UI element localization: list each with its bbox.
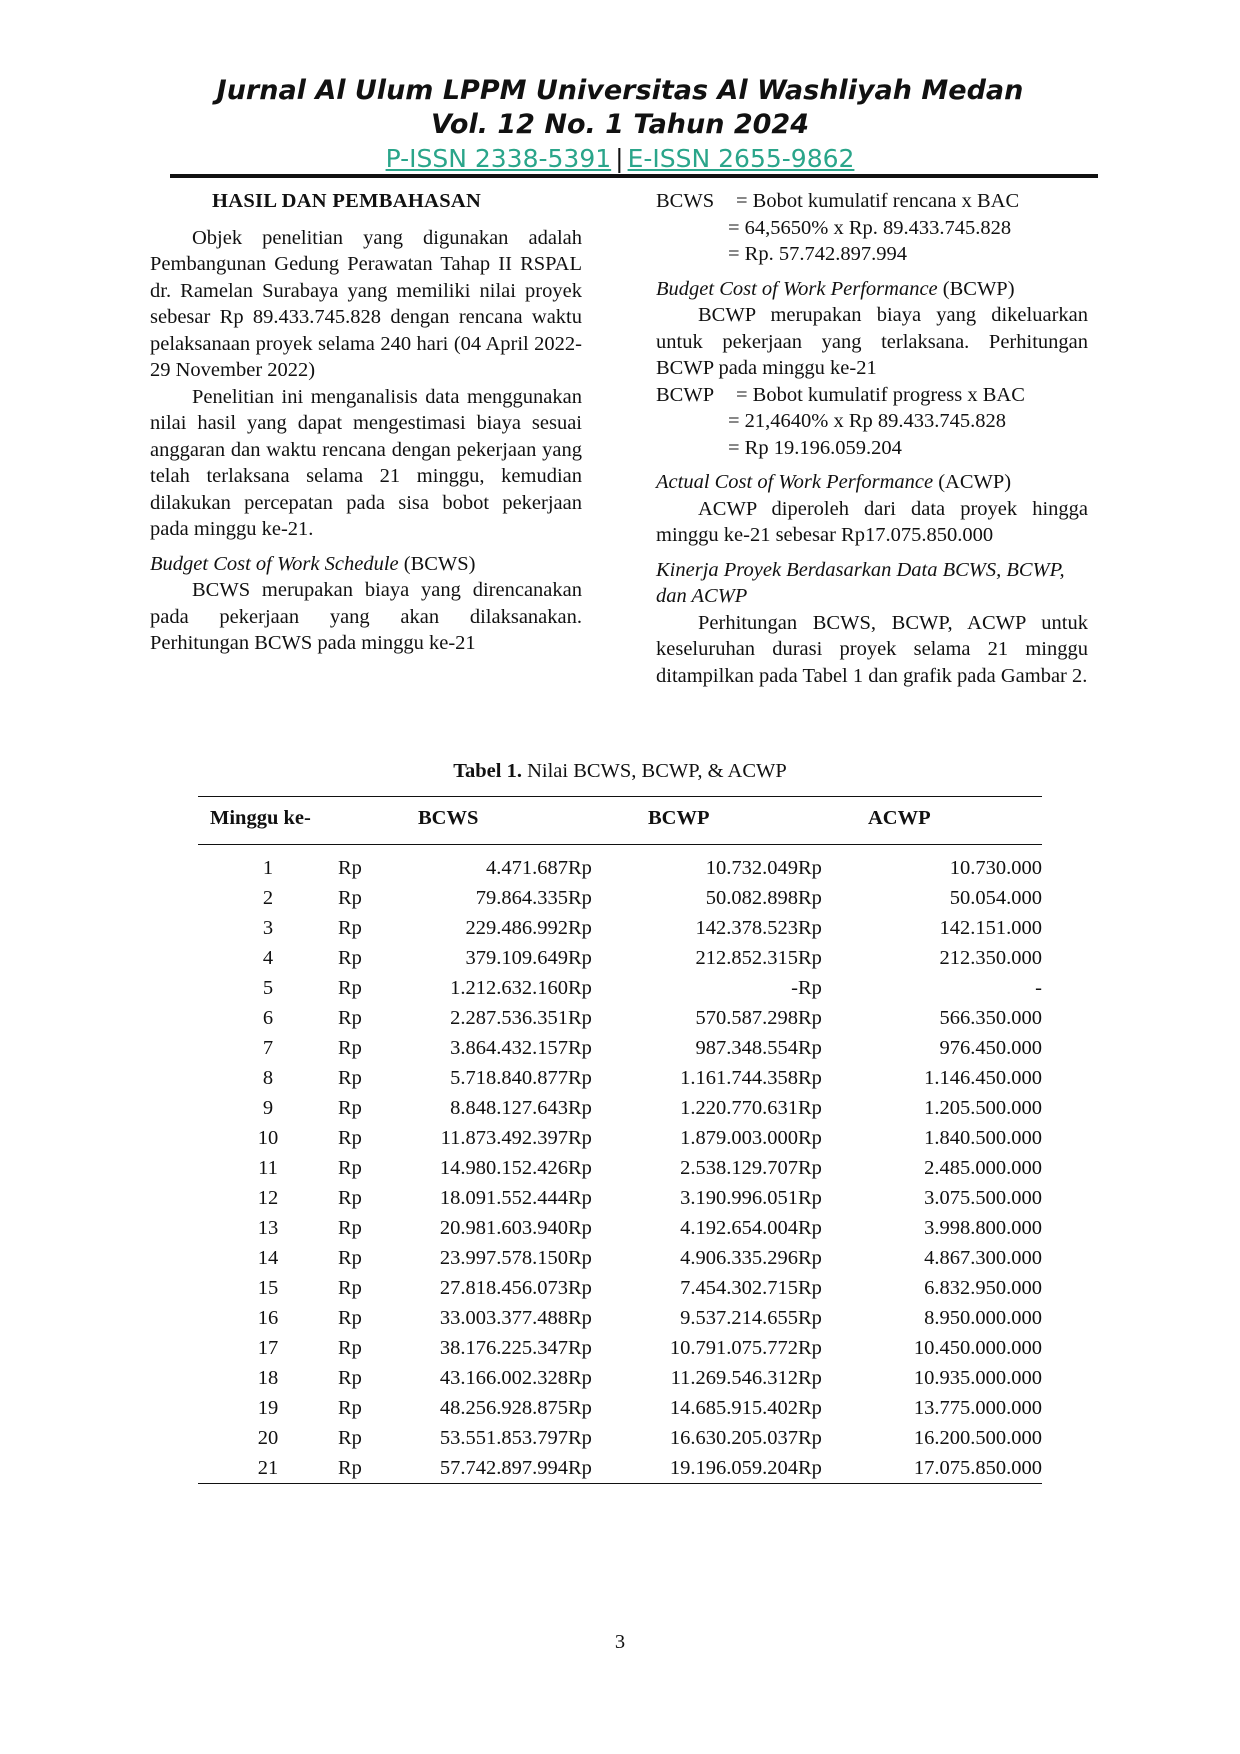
week-cell: 19 <box>257 1397 279 1419</box>
table-row <box>198 1003 1042 1033</box>
currency-cell: Rp <box>568 977 592 999</box>
week-cell: 1 <box>262 857 274 879</box>
acwp-cell: 1.840.500.000 <box>924 1127 1042 1149</box>
bcws-cell: 1.212.632.160 <box>450 977 568 999</box>
table-row <box>198 1393 1042 1423</box>
currency-cell: Rp <box>798 917 822 939</box>
subheading-acwp: Actual Cost of Work Performance (ACWP) <box>656 471 1012 493</box>
bcws-cell: 4.471.687 <box>486 857 568 879</box>
acwp-cell: 10.935.000.000 <box>913 1367 1042 1389</box>
bcwp-cell: 7.454.302.715 <box>680 1277 798 1299</box>
currency-cell: Rp <box>568 1007 592 1029</box>
currency-cell: Rp <box>798 887 822 909</box>
bcws-cell: 48.256.928.875 <box>439 1397 568 1419</box>
week-cell: 10 <box>257 1127 279 1149</box>
currency-cell: Rp <box>798 1367 822 1389</box>
bcws-cell: 18.091.552.444 <box>439 1187 568 1209</box>
bcwp-equation-line3: = Rp 19.196.059.204 <box>728 436 902 459</box>
bcws-cell: 20.981.603.940 <box>439 1217 568 1239</box>
acwp-cell: 10.450.000.000 <box>913 1337 1042 1359</box>
week-cell: 4 <box>262 947 274 969</box>
bcwp-equation-line2: = 21,4640% x Rp 89.433.745.828 <box>728 410 1007 432</box>
bcws-cell: 5.718.840.877 <box>450 1067 568 1089</box>
currency-cell: Rp <box>798 1157 822 1179</box>
table-row <box>198 1093 1042 1123</box>
subheading-bcwp: Budget Cost of Work Performance (BCWP) <box>656 277 1015 300</box>
currency-cell: Rp <box>798 1067 822 1089</box>
eissn-link[interactable]: E-ISSN 2655-9862 <box>627 144 855 173</box>
journal-title: Jurnal Al Ulum LPPM Universitas Al Washliyah Medan <box>216 75 1024 106</box>
week-cell: 21 <box>257 1457 279 1479</box>
currency-cell: Rp <box>568 1307 592 1329</box>
currency-cell: Rp <box>338 1067 362 1089</box>
currency-cell: Rp <box>338 977 362 999</box>
currency-cell: Rp <box>798 1097 822 1119</box>
paragraph-acwp: ACWP diperoleh dari data proyek hingga minggu ke-21 sebesar Rp17.075.850.000 <box>656 497 1088 546</box>
currency-cell: Rp <box>568 947 592 969</box>
acwp-cell: 4.867.300.000 <box>924 1247 1042 1269</box>
acwp-cell: 2.485.000.000 <box>924 1157 1042 1179</box>
currency-cell: Rp <box>568 917 592 939</box>
data-table <box>198 796 1042 1484</box>
currency-cell: Rp <box>338 1457 362 1479</box>
header-bcwp: BCWP <box>568 797 798 845</box>
bcwp-cell: 1.879.003.000 <box>680 1127 798 1149</box>
bcws-cell: 229.486.992 <box>465 917 568 939</box>
table-row <box>198 1453 1042 1484</box>
week-cell: 7 <box>262 1037 274 1059</box>
bcws-equation-line3: = Rp. 57.742.897.994 <box>728 243 907 265</box>
table-caption: Tabel 1. Nilai BCWS, BCWP, & ACWP <box>453 760 787 782</box>
currency-cell: Rp <box>338 1037 362 1059</box>
week-cell: 5 <box>262 977 274 999</box>
currency-cell: Rp <box>338 1277 362 1299</box>
table-row <box>198 943 1042 973</box>
currency-cell: Rp <box>568 887 592 909</box>
bcwp-cell: 2.538.129.707 <box>680 1157 798 1179</box>
table-body <box>198 845 1042 1484</box>
currency-cell: Rp <box>568 1337 592 1359</box>
acwp-cell: 13.775.000.000 <box>913 1397 1042 1419</box>
bcws-cell: 38.176.225.347 <box>439 1337 568 1359</box>
bcws-cell: 2.287.536.351 <box>450 1007 568 1029</box>
currency-cell: Rp <box>338 1307 362 1329</box>
currency-cell: Rp <box>798 1187 822 1209</box>
acwp-cell: 17.075.850.000 <box>913 1457 1042 1479</box>
currency-cell: Rp <box>798 1397 822 1419</box>
currency-cell: Rp <box>568 1397 592 1419</box>
bcwp-equation: BCWP = Bobot kumulatif progress x BAC <box>656 383 1025 406</box>
currency-cell: Rp <box>568 857 592 879</box>
currency-cell: Rp <box>338 857 362 879</box>
bcws-equation-line2: = 64,5650% x Rp. 89.433.745.828 <box>728 216 1012 239</box>
currency-cell: Rp <box>798 947 822 969</box>
header-rule <box>170 174 1098 178</box>
currency-cell: Rp <box>798 1337 822 1359</box>
currency-cell: Rp <box>568 1457 592 1479</box>
currency-cell: Rp <box>798 1277 822 1299</box>
currency-cell: Rp <box>338 887 362 909</box>
header-bcws: BCWS <box>338 797 568 845</box>
week-cell: 13 <box>257 1217 279 1239</box>
currency-cell: Rp <box>568 1187 592 1209</box>
currency-cell: Rp <box>568 1037 592 1059</box>
currency-cell: Rp <box>338 1397 362 1419</box>
currency-cell: Rp <box>798 1307 822 1329</box>
week-cell: 2 <box>262 887 274 909</box>
bcws-cell: 3.864.432.157 <box>450 1037 568 1059</box>
currency-cell: Rp <box>338 917 362 939</box>
currency-cell: Rp <box>798 977 822 999</box>
currency-cell: Rp <box>568 1127 592 1149</box>
bcwp-cell: 14.685.915.402 <box>669 1397 798 1419</box>
bcwp-cell: 1.220.770.631 <box>680 1097 798 1119</box>
issn-line <box>0 144 1240 174</box>
bcws-cell: 43.166.002.328 <box>439 1367 568 1389</box>
currency-cell: Rp <box>338 1367 362 1389</box>
bcws-cell: 53.551.853.797 <box>439 1427 568 1449</box>
acwp-cell: 8.950.000.000 <box>924 1307 1042 1329</box>
week-cell: 20 <box>257 1427 279 1449</box>
table-row <box>198 1363 1042 1393</box>
bcws-cell: 79.864.335 <box>475 887 568 909</box>
left-column <box>150 188 582 657</box>
acwp-cell: 212.350.000 <box>939 947 1042 969</box>
right-column <box>656 188 1088 689</box>
issn-separator: | <box>615 144 624 173</box>
acwp-cell: 1.205.500.000 <box>924 1097 1042 1119</box>
bcws-cell: 33.003.377.488 <box>439 1307 568 1329</box>
paragraph-method: Penelitian ini menganalisis data menggunakan nilai hasil yang dapat mengestimasi biaya sesuai anggaran dan waktu rencana dengan pekerjaan yang telah terlaksana selama 21 minggu, kemudian dilakukan percepatan pada sisa bobot pekerjaan pada minggu ke-21. <box>150 385 582 540</box>
table-row <box>198 1183 1042 1213</box>
week-cell: 8 <box>262 1067 274 1089</box>
currency-cell: Rp <box>338 1217 362 1239</box>
bcwp-cell: 987.348.554 <box>695 1037 798 1059</box>
currency-cell: Rp <box>338 1157 362 1179</box>
paragraph-bcwp: BCWP merupakan biaya yang dikeluarkan untuk pekerjaan yang terlaksana. Perhitungan BCWP pada minggu ke-21 <box>656 304 1088 379</box>
currency-cell: Rp <box>798 1427 822 1449</box>
table-row <box>198 1243 1042 1273</box>
currency-cell: Rp <box>568 1277 592 1299</box>
currency-cell: Rp <box>568 1097 592 1119</box>
currency-cell: Rp <box>798 1247 822 1269</box>
table-row <box>198 1273 1042 1303</box>
paragraph-kinerja: Perhitungan BCWS, BCWP, ACWP untuk keseluruhan durasi proyek selama 21 minggu ditampilkan pada Tabel 1 dan grafik pada Gambar 2. <box>656 611 1088 687</box>
acwp-cell: 16.200.500.000 <box>913 1427 1042 1449</box>
journal-volume: Vol. 12 No. 1 Tahun 2024 <box>431 109 809 140</box>
bcwp-cell: 1.161.744.358 <box>680 1067 798 1089</box>
currency-cell: Rp <box>798 1217 822 1239</box>
currency-cell: Rp <box>798 1037 822 1059</box>
currency-cell: Rp <box>798 1457 822 1479</box>
pissn-link[interactable]: P-ISSN 2338-5391 <box>385 144 612 173</box>
bcwp-cell: 10.791.075.772 <box>669 1337 798 1359</box>
table-row <box>198 1153 1042 1183</box>
bcwp-cell: 19.196.059.204 <box>669 1457 798 1479</box>
header-week: Minggu ke- <box>198 797 338 845</box>
table-row <box>198 1063 1042 1093</box>
bcws-cell: 57.742.897.994 <box>439 1457 568 1479</box>
currency-cell: Rp <box>798 857 822 879</box>
bcws-cell: 23.997.578.150 <box>439 1247 568 1269</box>
bcwp-cell: 10.732.049 <box>705 857 798 879</box>
acwp-cell: 566.350.000 <box>939 1007 1042 1029</box>
bcwp-cell: 4.906.335.296 <box>680 1247 798 1269</box>
subheading-bcws: Budget Cost of Work Schedule (BCWS) <box>150 552 476 575</box>
currency-cell: Rp <box>338 1247 362 1269</box>
currency-cell: Rp <box>568 1427 592 1449</box>
week-cell: 16 <box>257 1307 279 1329</box>
acwp-cell: 50.054.000 <box>949 887 1042 909</box>
bcwp-cell: 16.630.205.037 <box>669 1427 798 1449</box>
currency-cell: Rp <box>568 1067 592 1089</box>
section-title: HASIL DAN PEMBAHASAN <box>212 190 482 212</box>
bcwp-cell: - <box>791 977 798 999</box>
table-row <box>198 973 1042 1003</box>
bcws-cell: 27.818.456.073 <box>439 1277 568 1299</box>
table-row <box>198 845 1042 884</box>
currency-cell: Rp <box>338 1337 362 1359</box>
bcwp-cell: 212.852.315 <box>695 947 798 969</box>
table-row <box>198 1033 1042 1063</box>
bcwp-cell: 50.082.898 <box>705 887 798 909</box>
currency-cell: Rp <box>568 1217 592 1239</box>
acwp-cell: 976.450.000 <box>939 1037 1042 1059</box>
currency-cell: Rp <box>568 1157 592 1179</box>
bcws-cell: 8.848.127.643 <box>450 1097 568 1119</box>
table-row <box>198 913 1042 943</box>
week-cell: 11 <box>258 1157 278 1179</box>
bcws-cell: 14.980.152.426 <box>439 1157 568 1179</box>
bcwp-cell: 142.378.523 <box>695 917 798 939</box>
currency-cell: Rp <box>568 1367 592 1389</box>
bcws-equation: BCWS = Bobot kumulatif rencana x BAC <box>656 190 1020 212</box>
week-cell: 14 <box>257 1247 279 1269</box>
subheading-kinerja: Kinerja Proyek Berdasarkan Data BCWS, BCWP, dan ACWP <box>656 558 1065 607</box>
currency-cell: Rp <box>568 1247 592 1269</box>
acwp-cell: 1.146.450.000 <box>924 1067 1042 1089</box>
bcwp-cell: 11.269.546.312 <box>670 1367 798 1389</box>
currency-cell: Rp <box>338 1127 362 1149</box>
week-cell: 17 <box>257 1337 279 1359</box>
paragraph-bcws: BCWS merupakan biaya yang direncanakan pada pekerjaan yang akan dilaksanakan. Perhitungan BCWS pada minggu ke-21 <box>150 579 582 654</box>
week-cell: 9 <box>262 1097 274 1119</box>
bcwp-cell: 3.190.996.051 <box>680 1187 798 1209</box>
paragraph-object: Objek penelitian yang digunakan adalah Pembangunan Gedung Perawatan Tahap II RSPAL dr. Ramelan Surabaya yang memiliki nilai proyek sebesar Rp 89.433.745.828 dengan rencana waktu pelaksanaan proyek selama 240 hari (04 April 2022-29 November 2022) <box>150 226 582 381</box>
bcws-cell: 11.873.492.397 <box>440 1127 568 1149</box>
page-number: 3 <box>614 1631 626 1653</box>
currency-cell: Rp <box>338 947 362 969</box>
currency-cell: Rp <box>338 1097 362 1119</box>
bcwp-cell: 570.587.298 <box>695 1007 798 1029</box>
week-cell: 15 <box>257 1277 279 1299</box>
table-row <box>198 1123 1042 1153</box>
bcwp-cell: 4.192.654.004 <box>680 1217 798 1239</box>
table-row <box>198 883 1042 913</box>
table-row <box>198 1213 1042 1243</box>
table-row <box>198 1423 1042 1453</box>
week-cell: 18 <box>257 1367 279 1389</box>
bcws-cell: 379.109.649 <box>465 947 568 969</box>
currency-cell: Rp <box>338 1007 362 1029</box>
currency-cell: Rp <box>338 1187 362 1209</box>
acwp-cell: 3.075.500.000 <box>924 1187 1042 1209</box>
bcwp-cell: 9.537.214.655 <box>680 1307 798 1329</box>
table-row <box>198 1303 1042 1333</box>
week-cell: 3 <box>262 917 274 939</box>
acwp-cell: - <box>1035 977 1042 999</box>
week-cell: 12 <box>257 1187 279 1209</box>
table-row <box>198 1333 1042 1363</box>
currency-cell: Rp <box>798 1007 822 1029</box>
acwp-cell: 3.998.800.000 <box>924 1217 1042 1239</box>
week-cell: 6 <box>262 1007 274 1029</box>
acwp-cell: 10.730.000 <box>949 857 1042 879</box>
table-header-row <box>198 797 1042 845</box>
acwp-cell: 6.832.950.000 <box>924 1277 1042 1299</box>
currency-cell: Rp <box>338 1427 362 1449</box>
currency-cell: Rp <box>798 1127 822 1149</box>
acwp-cell: 142.151.000 <box>939 917 1042 939</box>
header-acwp: ACWP <box>798 797 1042 845</box>
